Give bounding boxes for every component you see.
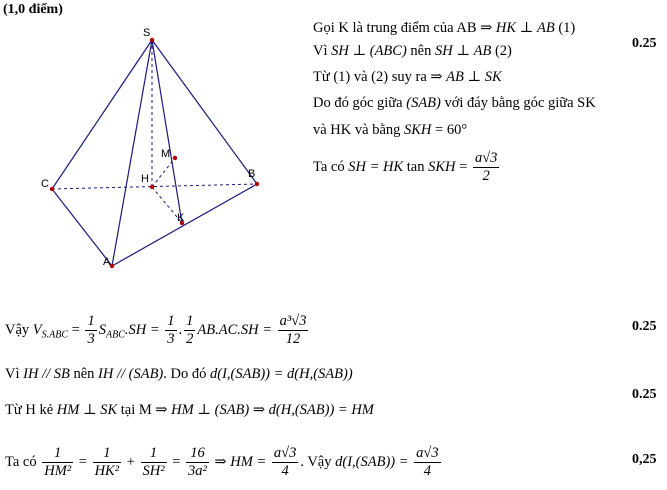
- point-a: [110, 264, 114, 268]
- point-s: [150, 38, 154, 42]
- segment-sk: [152, 40, 185, 224]
- perp-symbol: ⊥: [519, 20, 534, 36]
- fraction-16-3a2: $\frac{16}{\text{3a²}}$: [188, 445, 207, 479]
- point-c: [50, 187, 54, 191]
- label-m: M: [161, 148, 171, 160]
- solution-line-5: và HK và bằng SKH = 60°: [313, 122, 468, 138]
- segment-hm-hidden: [152, 158, 175, 187]
- edge-sc: [52, 40, 152, 189]
- label-s: S: [143, 27, 151, 39]
- score-4: 0,25: [632, 452, 657, 467]
- fraction-1-3: $\frac{1}{3}$: [87, 313, 95, 347]
- edge-sb: [152, 40, 257, 184]
- points-header: (1,0 điểm): [3, 2, 63, 17]
- fraction-1-sh2: $\frac{1}{\text{SH²}}$: [142, 445, 165, 479]
- score-2: 0.25: [632, 319, 657, 334]
- edge-cb-hidden: [52, 184, 257, 189]
- solution-line-7: Vậy $V_{S.ABC}$ = $\frac{1}{3}$ $S_{ABC}.SH$ = $\frac{1}{3}$ . $\frac{1}{2}$ AB.AC.SH = $\frac{\text{a³√3}}{12}$: [5, 313, 307, 347]
- fraction-1-3-b: $\frac{1}{3}$: [167, 313, 175, 347]
- solution-line-6: Ta có SH = HK tan SKH = $\frac{a√3}{2}$: [313, 150, 498, 184]
- fraction-1-hm2: $\frac{1}{\text{HM²}}$: [44, 445, 72, 479]
- score-3: 0.25: [632, 387, 657, 402]
- score-1: 0.25: [632, 36, 657, 51]
- label-a: A: [103, 256, 111, 268]
- fraction-1-2: $\frac{1}{2}$: [186, 313, 194, 347]
- fraction-volume: $\frac{\text{a³√3}}{12}$: [279, 313, 307, 347]
- point-m: [173, 156, 177, 160]
- label-c: C: [41, 178, 49, 190]
- solution-line-9: Từ H kẻ HM ⊥ SK tại M ⇒ HM ⊥ (SAB) ⇒ d(H,(SAB)) = HM: [5, 402, 374, 418]
- solution-line-2: Vì SH ⊥ (ABC) nên SH ⊥ AB (2): [313, 43, 512, 59]
- edge-ab: [112, 184, 257, 266]
- solution-line-1: Gọi K là trung điểm của AB ⇒ HK ⊥ AB (1): [313, 20, 576, 36]
- implies-symbol: ⇒: [480, 20, 493, 36]
- label-k: K: [177, 212, 185, 224]
- fraction-distance-result: $\frac{a√3}{4}$: [416, 445, 439, 479]
- solution-line-3: Từ (1) và (2) suy ra ⇒ AB ⊥ SK: [313, 69, 502, 85]
- point-h: [150, 185, 154, 189]
- label-b: B: [248, 168, 256, 180]
- point-b: [255, 182, 259, 186]
- fraction-hm-result: $\frac{a√3}{4}$: [273, 445, 297, 479]
- label-h: H: [141, 173, 149, 185]
- solution-line-8: Vì IH // SB nên IH // (SAB). Do đó d(I,(SAB)) = d(H,(SAB)): [5, 366, 353, 382]
- edge-ca: [52, 189, 112, 266]
- fraction-a-sqrt3-over-2: $\frac{a√3}{2}$: [474, 150, 498, 184]
- fraction-1-hk2: $\frac{1}{\text{HK²}}$: [94, 445, 120, 479]
- solution-line-10: Ta có $\frac{1}{\text{HM²}}$ = $\frac{1}{\text{HK²}}$ + $\frac{1}{\text{SH²}}$ = $\frac{16}{\text{3a²}}$ ⇒ HM = $\frac{a√3}{4}$ . Vậy d(I,(SAB)) = $\frac{a√3}{4}$: [5, 445, 439, 479]
- solution-line-4: Do đó góc giữa (SAB) với đáy bằng góc giữa SK: [313, 95, 596, 111]
- pyramid-figure: [0, 0, 300, 280]
- edge-sa: [112, 40, 152, 266]
